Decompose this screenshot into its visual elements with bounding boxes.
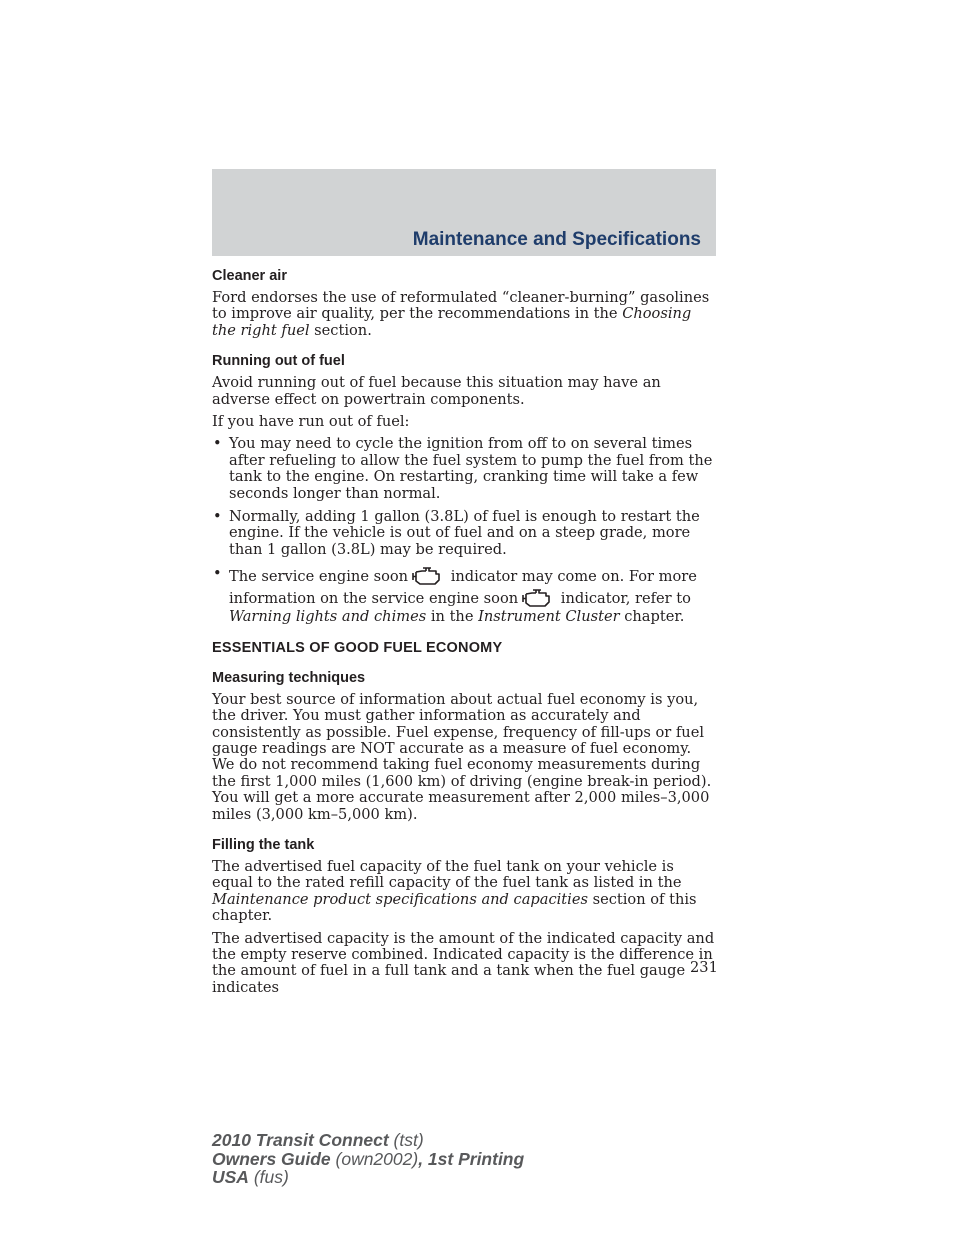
footer-code: (tst) — [388, 1130, 424, 1150]
page-number: 231 — [690, 959, 718, 976]
text: Normally, adding 1 gallon (3.8L) of fuel is enough to restart the engine. If the vehicle is out of fuel and on a steep grade, more than 1 gallon (3.8L) may be required. — [229, 508, 700, 558]
text: indicator may come on. For more information on the service engine soon — [229, 568, 697, 607]
document-footer — [212, 1131, 524, 1187]
paragraph: Avoid running out of fuel because this situation may have an adverse effect on powertrain components. — [212, 374, 661, 408]
paragraph: Your best source of information about actual fuel economy is you, the driver. You must gather information as accurately and consistently as possible. Fuel expense, frequency of fill-ups or fuel gauge readings are NOT accurate as a measure of fuel economy. We do not recommend taking fuel economy measurements during the first 1,000 miles (1,600 km) of driving (engine break-in period). You will get a more accurate measurement after 2,000 miles–3,000 miles (3,000 km–5,000 km). — [212, 690, 712, 823]
page-content — [212, 267, 716, 1002]
footer-line — [212, 1168, 524, 1187]
reference-italic: Choosing the right fuel — [212, 305, 692, 339]
text: in the — [426, 608, 479, 626]
text: indicator, refer to — [556, 589, 691, 607]
footer-line — [212, 1150, 524, 1169]
heading-cleaner-air: Cleaner air — [212, 268, 287, 284]
footer-market: USA — [212, 1167, 249, 1188]
bullet: • — [213, 435, 222, 453]
footer-line — [212, 1131, 524, 1150]
paragraph — [212, 290, 716, 339]
reference-italic: Maintenance product specifications and capacities — [212, 890, 588, 908]
heading-running-out-of-fuel: Running out of fuel — [212, 353, 345, 370]
text: section of this chapter. — [212, 890, 697, 925]
list-item — [212, 509, 716, 558]
paragraph — [212, 859, 716, 925]
text: Ford endorses the use of reformulated “cleaner-burning” gasolines to improve air quality, per the recommendations in the — [212, 289, 710, 323]
section-title: Maintenance and Specifications — [412, 229, 701, 250]
paragraph: If you have run out of fuel: — [212, 413, 410, 431]
list-item — [212, 436, 716, 502]
reference-italic: Instrument Cluster — [478, 608, 620, 626]
section-header-band — [212, 169, 716, 256]
check-engine-icon — [520, 587, 552, 607]
bullet: • — [213, 565, 222, 583]
heading-measuring-techniques: Measuring techniques — [212, 669, 366, 686]
paragraph: The advertised capacity is the amount of the indicated capacity and the empty reserve combined. Indicated capacity is the difference in the amount of fuel in a full tank and a tank when the fuel gauge indicates — [212, 929, 715, 996]
bullet: • — [213, 508, 222, 526]
check-engine-icon — [410, 565, 442, 585]
text: The service engine soon — [229, 568, 409, 586]
list-item — [212, 565, 716, 627]
heading-essentials: ESSENTIALS OF GOOD FUEL ECONOMY — [212, 639, 503, 656]
heading-filling-the-tank: Filling the tank — [212, 837, 315, 854]
bullet-list — [212, 436, 716, 626]
footer-model: 2010 Transit Connect — [212, 1130, 389, 1150]
footer-code: (own2002) — [330, 1148, 419, 1169]
reference-italic: Warning lights and chimes — [229, 608, 427, 626]
footer-printing: , 1st Printing — [418, 1148, 525, 1169]
text: section. — [309, 321, 372, 339]
text: The advertised fuel capacity of the fuel tank on your vehicle is equal to the rated refill capacity of the fuel tank as listed in the — [212, 858, 682, 892]
footer-guide: Owners Guide — [212, 1148, 331, 1169]
footer-code: (fus) — [248, 1167, 289, 1188]
text: You may need to cycle the ignition from off to on several times after refueling to allow the fuel system to pump the fuel from the tank to the engine. On restarting, cranking time will take a few seconds longer than normal. — [229, 435, 713, 502]
text: chapter. — [619, 608, 685, 626]
